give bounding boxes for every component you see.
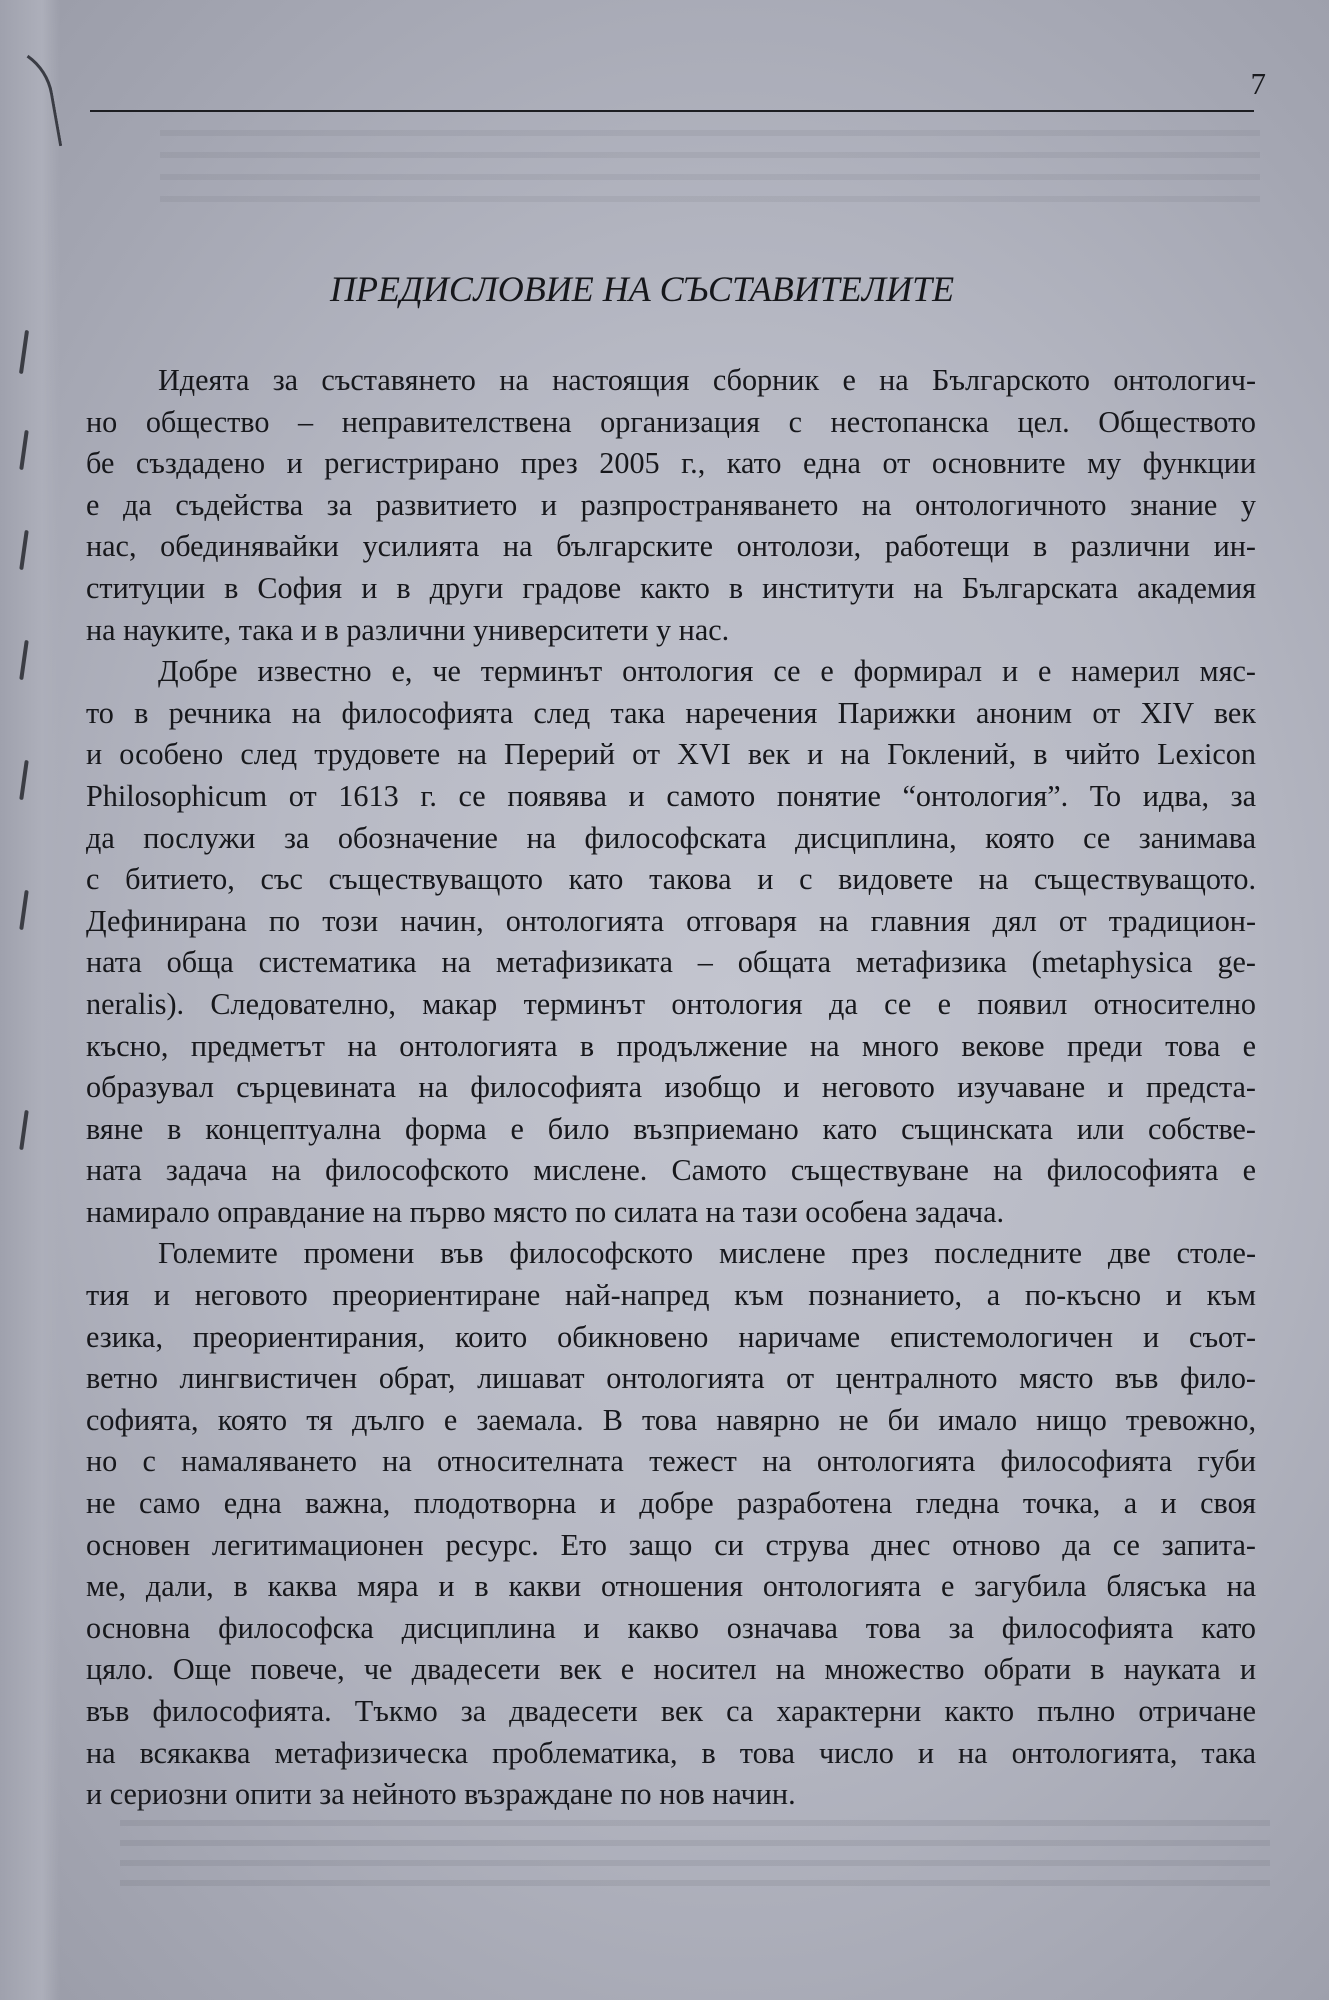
- text-line: Дефинирана по този начин, онтологията отговаря на главния дял от традицион-: [86, 903, 1256, 938]
- paragraph-1: [86, 360, 1256, 651]
- text-line: ветно лингвистичен обрат, лишават онтологията от централното място във фило-: [86, 1361, 1256, 1396]
- text-line: късно, предметът на онтологията в продължение на много векове преди това е: [86, 1028, 1256, 1063]
- text-line: и особено след трудовете на Перерий от XVI век и на Гоклений, в чийто Lexicon: [86, 737, 1256, 772]
- text-line: не само една важна, плодотворна и добре разработена гледна точка, а и своя: [86, 1486, 1256, 1521]
- text-line: във философията. Тъкмо за двадесети век са характерни както пълно отричане: [86, 1694, 1256, 1728]
- text-line: на науките, така и в различни университети у нас.: [86, 612, 730, 647]
- body-text: [86, 360, 1256, 1816]
- text-line: и сериозни опити за нейното възраждане по нов начин.: [86, 1777, 796, 1812]
- text-line: вяне в концептуална форма е било възприемано като същинската или собстве-: [86, 1111, 1256, 1146]
- paragraph-3: [86, 1233, 1256, 1815]
- text-line: тия и неговото преориентиране най-напред към познанието, а по-късно и към: [86, 1278, 1256, 1313]
- text-line: ната задача на философското мислене. Самото съществуване на философията е: [86, 1153, 1256, 1188]
- text-line: neralis). Следователно, макар терминът онтология да се е появил относително: [86, 986, 1256, 1021]
- text-line: на всякаква метафизическа проблематика, в това число и на онтологията, така: [86, 1735, 1256, 1770]
- text-line: ституции в София и в други градове както в институти на Българската академия: [86, 570, 1256, 605]
- header-rule: [90, 110, 1254, 112]
- page-title: ПРЕДИСЛОВИЕ НА СЪСТАВИТЕЛИТЕ: [330, 269, 955, 309]
- text-line: Идеята за съставянето на настоящия сборник е на Българското онтологич-: [158, 363, 1256, 397]
- text-line: основен легитимационен ресурс. Ето защо си струва днес отново да се запита-: [86, 1527, 1256, 1562]
- text-line: но общество – неправителствена организация с нестопанска цел. Обществото: [86, 404, 1256, 439]
- text-line: бе създадено и регистрирано през 2005 г., като една от основните му функции: [86, 446, 1256, 481]
- text-line: с битието, със съществуващото като такова и с видовете на съществуващото.: [86, 862, 1256, 897]
- text-line: да послужи за обозначение на философската дисциплина, която се занимава: [86, 820, 1256, 855]
- page-stack-edge: [0, 0, 60, 2000]
- text-line: намирало оправдание на първо място по силата на тази особена задача.: [86, 1194, 1005, 1229]
- show-through-text: [160, 130, 1260, 210]
- text-line: ме, дали, в каква мяра и в какви отношения онтологията е загубила блясъка на: [86, 1569, 1256, 1604]
- text-line: основна философска дисциплина и какво означава това за философията като: [86, 1610, 1256, 1645]
- text-line: но с намаляването на относителната тежест на онтологията философията губи: [86, 1444, 1256, 1479]
- text-line: езика, преориентирания, които обикновено наричаме епистемологичен и съот-: [86, 1319, 1256, 1354]
- text-line: софията, която тя дълго е заемала. В това навярно не би имало нищо тревожно,: [86, 1402, 1256, 1437]
- text-line: Philosophicum от 1613 г. се появява и самото понятие “онтология”. То идва, за: [86, 778, 1256, 813]
- show-through-text: [120, 1820, 1270, 1890]
- text-line: образувал сърцевината на философията изобщо и неговото изучаване и предста-: [86, 1070, 1256, 1105]
- text-line: ната обща систематика на метафизиката – общата метафизика (metaphysica ge-: [86, 945, 1256, 980]
- book-page: [60, 0, 1266, 2000]
- text-line: Големите промени във философското мислене през последните две столе-: [158, 1236, 1256, 1271]
- text-line: Добре известно е, че терминът онтология се е формирал и е намерил мяс-: [158, 654, 1256, 689]
- paragraph-2: [86, 651, 1256, 1233]
- text-line: е да съдейства за развитието и разпространяването на онтологичното знание у: [86, 487, 1256, 522]
- text-line: цяло. Още повече, че двадесети век е носител на множество обрати в науката и: [86, 1652, 1256, 1687]
- page-number: 7: [1250, 66, 1266, 101]
- text-line: нас, обединявайки усилията на българските онтолози, работещи в различни ин-: [86, 529, 1256, 564]
- text-line: то в речника на философията след така наречения Парижки аноним от XIV век: [86, 695, 1256, 730]
